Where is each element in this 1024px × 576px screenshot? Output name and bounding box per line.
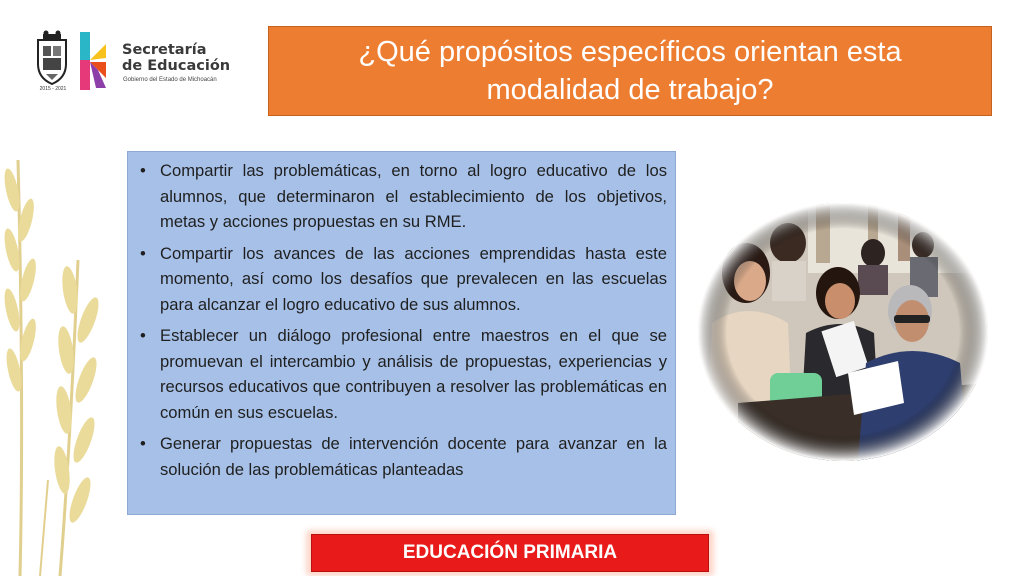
list-item-text: Establecer un diálogo profesional entre maestros en el que se promuevan el intercambio y análisis de propuestas, experiencias y recursos educativos que contribuyen a resolver las problemáticas en común en sus escuelas. xyxy=(160,326,667,422)
bullet-marker: • xyxy=(140,326,146,345)
bullet-marker: • xyxy=(140,161,146,180)
years-label: 2015 - 2021 xyxy=(39,86,67,92)
state-shield-logo xyxy=(34,30,70,88)
list-item-text: Compartir los avances de las acciones emprendidas hasta este momento, así como los desafíos que prevalecen en las escuelas para alcanzar el logro educativo de sus alumnos. xyxy=(160,243,667,314)
bullet-marker: • xyxy=(140,243,146,263)
footer-banner xyxy=(311,534,709,572)
wheat-decoration xyxy=(0,150,110,576)
list-item-text: Compartir las problemáticas, en torno al logro educativo de los alumnos, que determinaron el establecimiento de los objetivos, metas y acciones propuestas en su RME. xyxy=(160,161,667,231)
purpose-list xyxy=(136,158,667,482)
list-item xyxy=(136,158,667,235)
list-item xyxy=(136,323,667,425)
content-panel xyxy=(127,151,676,515)
kite-logo xyxy=(78,30,108,92)
bullet-marker: • xyxy=(140,434,146,453)
list-item xyxy=(136,431,667,482)
title-banner xyxy=(268,26,992,116)
org-name-line2: de Educación xyxy=(122,58,231,74)
org-name-line1: Secretaría xyxy=(122,42,207,58)
page-title: ¿Qué propósitos específicos orientan esta modalidad de trabajo? xyxy=(358,36,902,106)
footer-label: EDUCACIÓN PRIMARIA xyxy=(402,542,618,563)
header-logos xyxy=(28,28,248,98)
meeting-photo xyxy=(698,203,988,461)
org-name xyxy=(122,42,230,74)
org-subtitle: Gobierno del Estado de Michoacán xyxy=(123,77,217,83)
list-item-text: Generar propuestas de intervención docente para avanzar en la solución de las problemáticas planteadas xyxy=(160,434,667,479)
list-item xyxy=(136,241,667,318)
